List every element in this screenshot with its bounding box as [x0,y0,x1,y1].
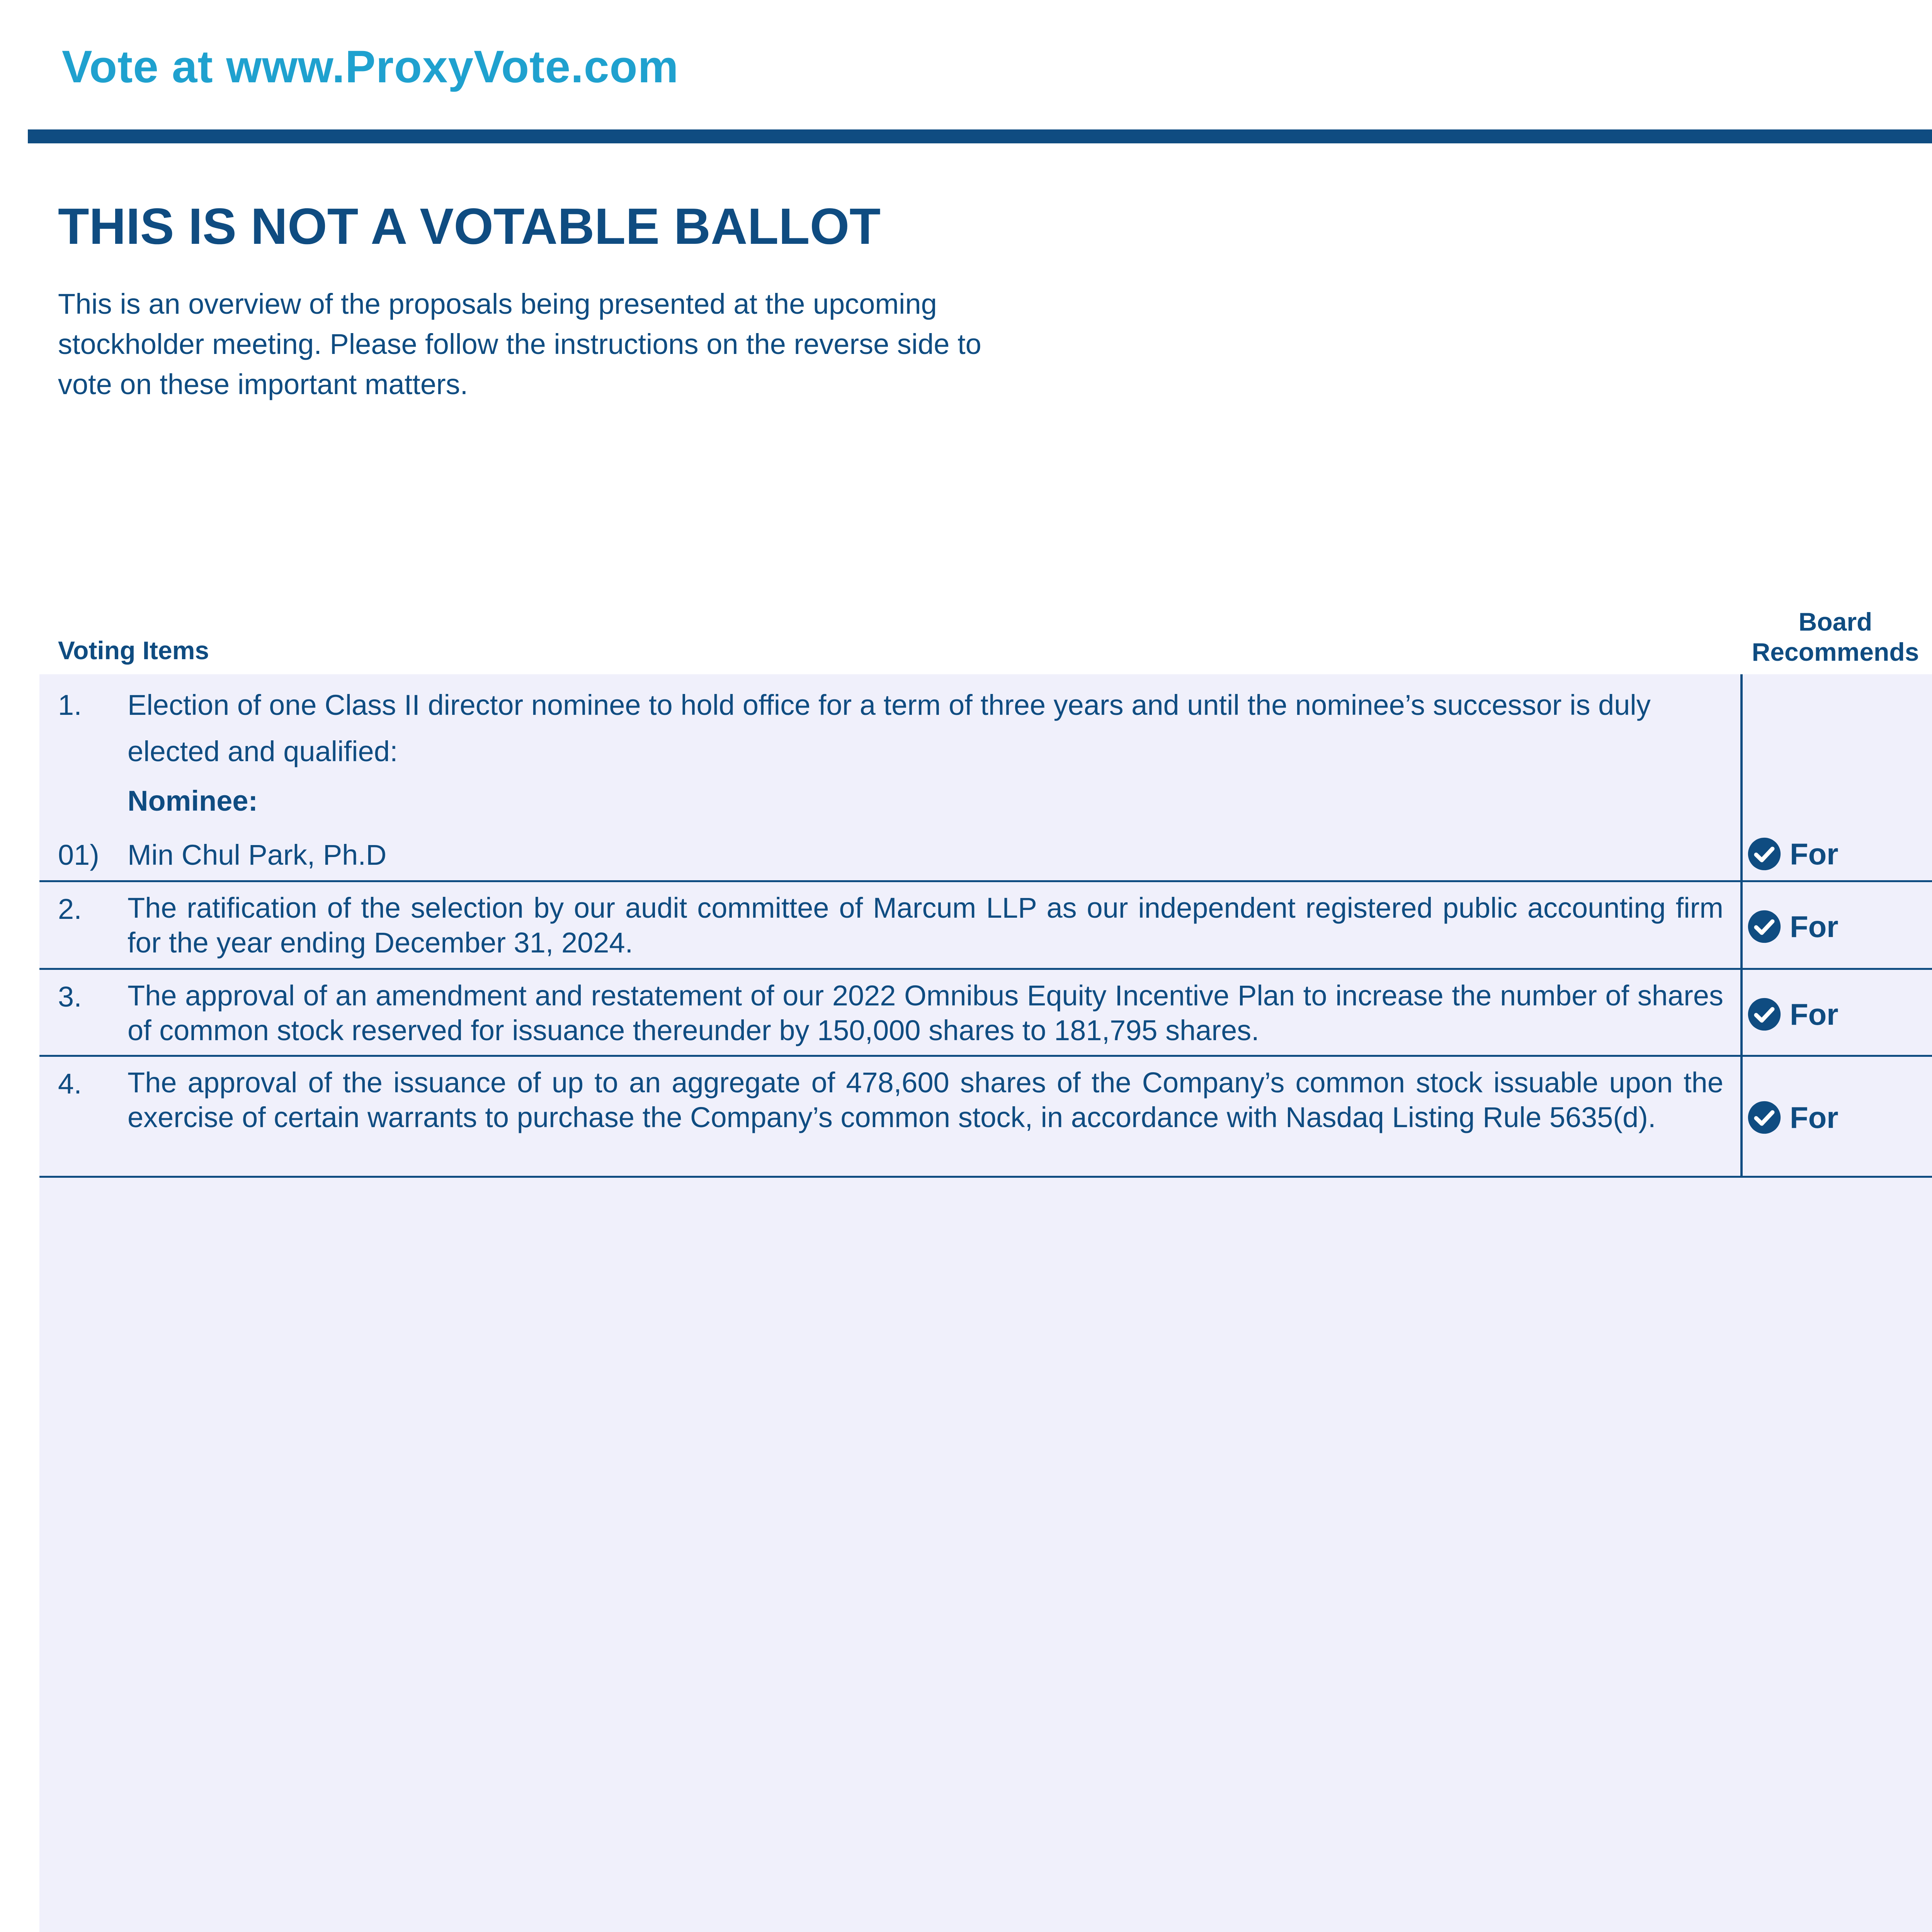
recommendation-label: For [1790,1100,1838,1134]
item-number: 3. [58,981,82,1013]
intro-text: This is an overview of the proposals being presented at the upcoming stockholder meeting. Please follow the instructions on the reverse side to vote on these important matters. [58,288,981,400]
nominee-number: 01) [58,839,99,871]
recommendation-label: For [1790,837,1838,871]
item-number: 4. [58,1068,82,1100]
recommendation [1747,907,1838,946]
row-divider [39,880,1932,882]
row-divider [39,968,1932,970]
board-recommends-line1: Board [1798,607,1872,636]
voting-items-header: Voting Items [58,636,209,665]
page-title: THIS IS NOT A VOTABLE BALLOT [58,198,881,255]
item-text: The approval of the issuance of up to an aggregate of 478,600 shares of the Company’s common stock issuable upon the exercise of certain warrants to purchase the Company’s common stock, in accordance with Nasdaq Listing Rule 5635(d). [128,1066,1723,1133]
check-circle-icon [1747,997,1782,1032]
nominee-name: Min Chul Park, Ph.D [128,839,387,871]
recommendation [1747,1098,1838,1137]
header-divider [28,129,1932,143]
board-recommends-header [1739,607,1932,667]
item-number: 1. [58,689,82,721]
item-text: The ratification of the selection by our audit committee of Marcum LLP as our independent registered public accounting firm for the year ending December 31, 2024. [128,892,1723,959]
recommendation-label: For [1790,997,1838,1031]
recommendation-label: For [1790,909,1838,944]
check-circle-icon [1747,909,1782,944]
recommendation [1747,995,1838,1034]
check-circle-icon [1747,836,1782,872]
vote-link[interactable]: Vote at www.ProxyVote.com [62,41,679,92]
row-divider [39,1176,1932,1178]
board-recommends-line2: Recommends [1752,638,1919,666]
recommendation [1747,835,1838,873]
item-text: The approval of an amendment and restatement of our 2022 Omnibus Equity Incentive Plan to increase the number of shares of common stock reserved for issuance thereunder by 150,000 shares to 181,795 shares. [128,980,1723,1046]
item-text: Election of one Class II director nominee to hold office for a term of three years and until the nominee’s successor is duly elected and qualified: [128,689,1651,767]
item-number: 2. [58,893,82,925]
nominee-label: Nominee: [128,785,258,817]
row-divider [39,1055,1932,1057]
column-divider [1740,674,1743,1178]
check-circle-icon [1747,1100,1782,1135]
